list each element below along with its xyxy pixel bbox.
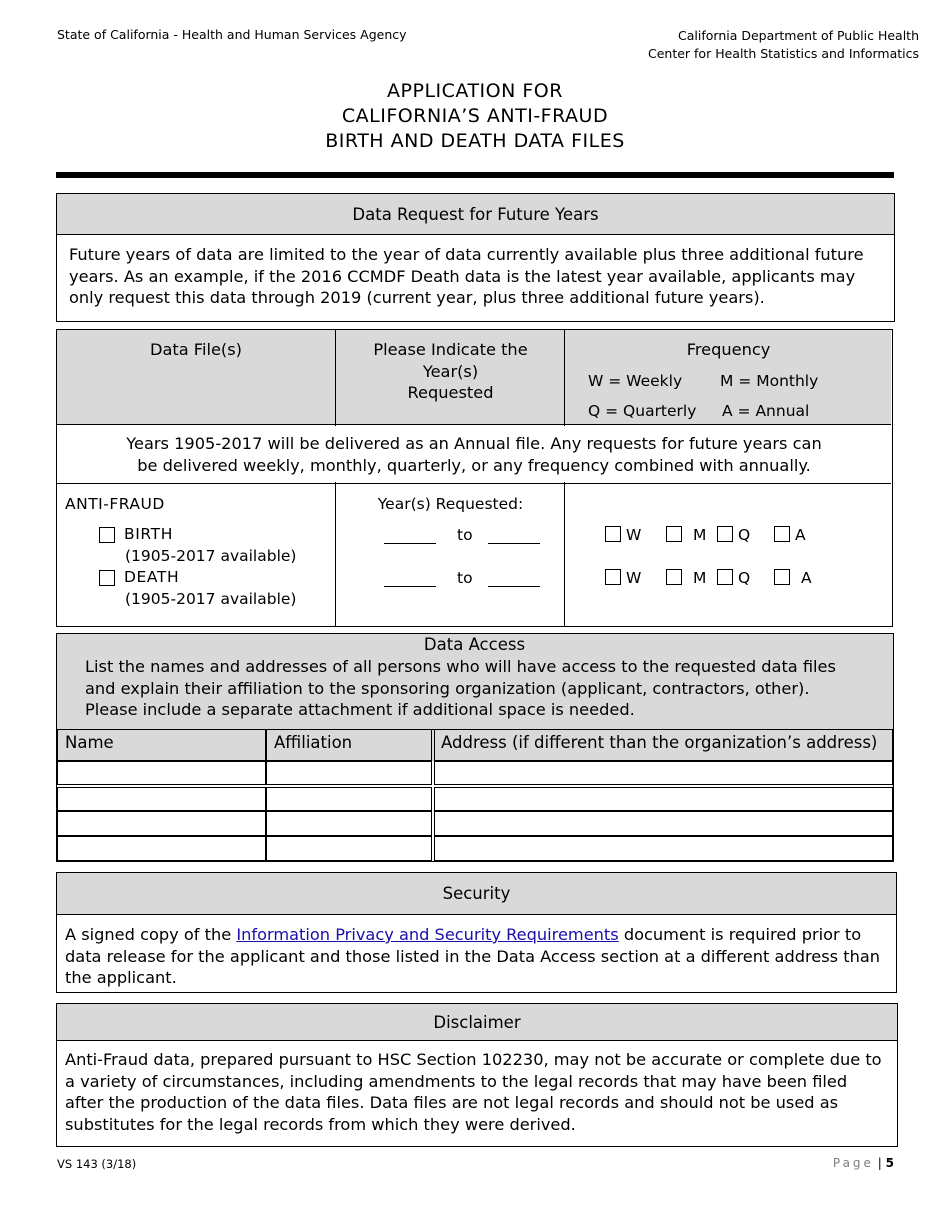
page-indicator — [833, 1156, 894, 1170]
death-year-from-field[interactable] — [384, 586, 436, 587]
access-rows — [57, 761, 892, 861]
birth-monthly-label: M — [692, 526, 707, 544]
frequency-annual-legend: A = Annual — [722, 402, 810, 420]
death-weekly-checkbox[interactable] — [605, 569, 621, 585]
years-heading-line-2: Year(s) — [422, 361, 479, 381]
delivery-note-line-2: be delivered weekly, monthly, quarterly, or any frequency combined with annually. — [137, 455, 811, 475]
birth-frequency-options — [605, 525, 641, 547]
affiliation-column-label: Affiliation — [274, 733, 353, 752]
delivery-note — [57, 433, 891, 476]
death-weekly-label: W — [625, 569, 642, 587]
frequency-weekly-legend: W = Weekly — [588, 372, 683, 390]
death-availability: (1905-2017 available) — [125, 590, 297, 608]
department-name — [648, 27, 919, 63]
address-column-header — [434, 729, 893, 761]
birth-quarterly-label: Q — [737, 526, 751, 544]
years-column-heading — [337, 339, 564, 404]
birth-year-to-field[interactable] — [488, 543, 540, 544]
name-column-label: Name — [65, 733, 114, 752]
department-line-2: Center for Health Statistics and Informatics — [647, 46, 919, 61]
data-access-section — [56, 633, 894, 862]
form-id: VS 143 (3/18) — [57, 1157, 137, 1171]
address-column-label: Address (if different than the organization’s address) — [441, 733, 878, 752]
death-quarterly-checkbox[interactable] — [717, 569, 733, 585]
page-separator: | — [877, 1156, 882, 1170]
death-annual-checkbox[interactable] — [774, 569, 790, 585]
birth-monthly-checkbox[interactable] — [666, 526, 682, 542]
birth-weekly-checkbox[interactable] — [605, 526, 621, 542]
agency-name: State of California - Health and Human Services Agency — [57, 27, 407, 42]
birth-checkbox-box[interactable] — [99, 527, 115, 543]
birth-quarterly-checkbox[interactable] — [717, 526, 733, 542]
birth-checkbox[interactable] — [99, 526, 115, 545]
table-row-2-address[interactable] — [434, 787, 893, 811]
death-monthly-label: M — [692, 569, 707, 587]
future-years-section — [56, 193, 895, 322]
frequency-quarterly-legend: Q = Quarterly — [588, 402, 697, 420]
data-access-line-1: List the names and addresses of all persons who will have access to the requested data files — [85, 657, 836, 676]
death-checkbox[interactable] — [99, 569, 115, 588]
future-years-body: Future years of data are limited to the year of data currently available plus three additional future years. As an example, if the 2016 CCMDF Death data is the latest year available, applicants may only request this data through 2019 (current year, plus three additional future years). — [69, 245, 864, 307]
table-row-2-name[interactable] — [57, 787, 266, 811]
security-section — [56, 872, 897, 993]
table-row-1-name[interactable] — [57, 761, 266, 785]
table-row-1-address[interactable] — [434, 761, 893, 785]
death-annual-option — [774, 568, 812, 590]
frequency-column-heading: Frequency — [686, 340, 771, 359]
data-access-heading: Data Access — [423, 635, 526, 654]
row-divider-1 — [57, 424, 891, 425]
table-row-3-address[interactable] — [434, 811, 893, 836]
security-text-before: A signed copy of the — [65, 925, 237, 944]
title-line-3: BIRTH AND DEATH DATA FILES — [325, 130, 625, 152]
death-quarterly-label: Q — [737, 569, 751, 587]
security-text-after: document is required prior to data release for the applicant and those listed in the Data Access section at a different address than the applicant. — [65, 925, 881, 987]
birth-to-label: to — [457, 526, 473, 544]
death-to-label: to — [457, 569, 473, 587]
death-monthly-checkbox[interactable] — [666, 569, 682, 585]
death-annual-label: A — [800, 569, 812, 587]
table-row-3-name[interactable] — [57, 811, 266, 836]
data-files-section — [56, 329, 893, 627]
row-divider-2 — [57, 483, 891, 484]
page-number: 5 — [885, 1156, 894, 1170]
name-column-header — [57, 729, 266, 761]
future-years-heading: Data Request for Future Years — [57, 194, 894, 235]
title-line-2: CALIFORNIA’S ANTI-FRAUD — [341, 105, 609, 127]
table-row-1-affiliation[interactable] — [266, 761, 432, 785]
birth-annual-label: A — [794, 526, 806, 544]
data-access-line-3: Please include a separate attachment if additional space is needed. — [85, 700, 635, 719]
years-requested-label: Year(s) Requested: — [377, 495, 524, 513]
page-label: Page — [832, 1156, 874, 1170]
security-body — [57, 915, 896, 989]
death-quarterly-option — [717, 568, 750, 590]
table-row-4-address[interactable] — [434, 836, 893, 861]
years-heading-line-3: Requested — [407, 383, 494, 402]
form-title — [0, 79, 950, 154]
death-checkbox-box[interactable] — [99, 570, 115, 586]
birth-year-from-field[interactable] — [384, 543, 436, 544]
frequency-monthly-legend: M = Monthly — [720, 372, 819, 390]
birth-annual-option — [774, 525, 806, 547]
department-line-1: California Department of Public Health — [678, 28, 919, 43]
title-divider — [56, 172, 894, 178]
birth-label: BIRTH — [124, 525, 173, 543]
table-row-2-affiliation[interactable] — [266, 787, 432, 811]
death-monthly-option — [666, 568, 706, 590]
privacy-requirements-link[interactable]: Information Privacy and Security Requirements — [236, 925, 619, 944]
birth-availability: (1905-2017 available) — [125, 547, 297, 565]
disclaimer-heading: Disclaimer — [57, 1004, 897, 1041]
anti-fraud-label: ANTI-FRAUD — [65, 495, 165, 513]
data-file-column-heading: Data File(s) — [150, 340, 242, 359]
delivery-note-line-1: Years 1905-2017 will be delivered as an Annual file. Any requests for future years can — [126, 434, 822, 453]
years-heading-line-1: Please Indicate the — [373, 340, 528, 359]
disclaimer-section — [56, 1003, 898, 1147]
death-frequency-options — [605, 568, 641, 590]
death-label: DEATH — [124, 568, 180, 586]
death-year-to-field[interactable] — [488, 586, 540, 587]
table-row-4-name[interactable] — [57, 836, 266, 861]
data-access-line-2: and explain their affiliation to the sponsoring organization (applicant, contractors, other). — [85, 678, 810, 698]
title-line-1: APPLICATION FOR — [387, 80, 563, 102]
security-heading: Security — [57, 873, 896, 915]
table-row-4-affiliation[interactable] — [266, 836, 432, 861]
birth-quarterly-option — [717, 525, 750, 547]
data-access-instructions — [85, 656, 885, 721]
birth-annual-checkbox[interactable] — [774, 526, 790, 542]
disclaimer-body: Anti-Fraud data, prepared pursuant to HSC Section 102230, may not be accurate or complete due to a variety of circumstances, including amendments to the legal records that may have been filed after the production of the data files. Data files are not legal records and should not be used as substitutes for the legal records from which they were derived. — [65, 1050, 882, 1134]
table-row-3-affiliation[interactable] — [266, 811, 432, 836]
birth-weekly-label: W — [625, 526, 642, 544]
birth-monthly-option — [666, 525, 706, 547]
affiliation-column-header — [266, 729, 432, 761]
